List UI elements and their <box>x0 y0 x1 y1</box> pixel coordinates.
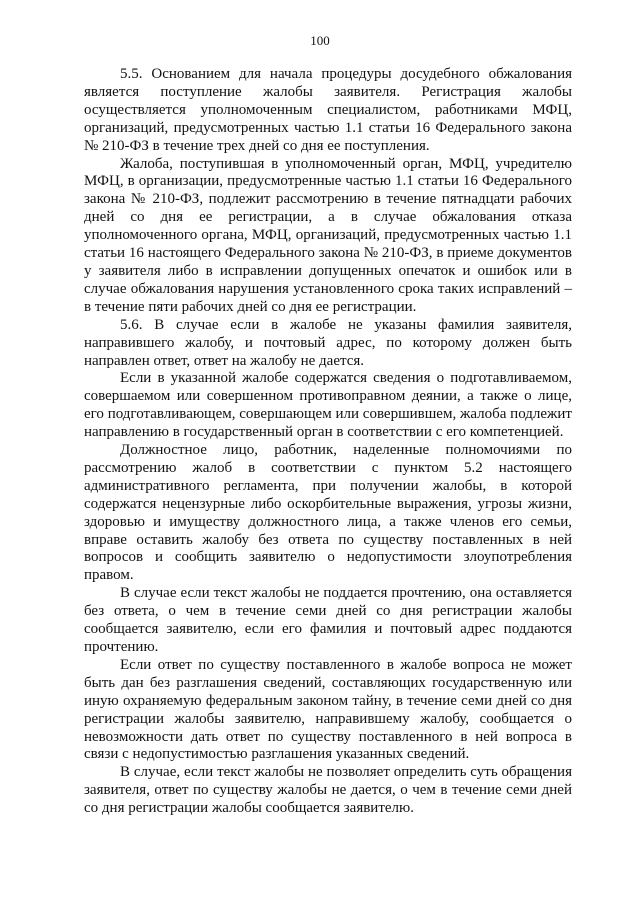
paragraph-unreadable-text: В случае если текст жалобы не поддается прочтению, она оставляется без ответа, о чем в течение семи дней со дня регистрации жалобы сообщается заявителю, если его фамилия и почтовый адрес поддаются прочтению. <box>84 585 572 655</box>
paragraph-5-5: 5.5. Основанием для начала процедуры досудебного обжалования является поступление жалобы заявителя. Регистрация жалобы осуществляется уполномоченным специалистом, работниками МФЦ, организаций, предусмотренных частью 1.1 статьи 16 Федерального закона № 210-ФЗ в течение трех дней со дня ее поступления. <box>84 66 572 154</box>
paragraph-offensive-language: Должностное лицо, работник, наделенные полномочиями по рассмотрению жалоб в соответствии с пунктом 5.2 настоящего административного регламента, при получении жалобы, в которой содержатся нецензурные либо оскорбительные выражения, угрозы жизни, здоровью и имуществу должностного лица, а также членов его семьи, вправе оставить жалобу без ответа по существу поставленных в ней вопросов и сообщить заявителю о недопустимости злоупотребления правом. <box>84 442 572 584</box>
document-body <box>84 66 572 818</box>
paragraph-unlawful-act: Если в указанной жалобе содержатся сведения о подготавливаемом, совершаемом или совершенном противоправном деянии, а также о лице, его подготавливающем, совершающем или совершившем, жалоба подлежит направлению в государственный орган в соответствии с его компетенцией. <box>84 370 572 441</box>
page-number: 100 <box>310 33 330 48</box>
paragraph-state-secret: Если ответ по существу поставленного в жалобе вопроса не может быть дан без разглашения сведений, составляющих государственную или иную охраняемую федеральным законом тайну, в течение семи дней со дня регистрации жалобы заявителю, направившему жалобу, сообщается о невозможности дать ответ по существу поставленного в ней вопроса в связи с недопустимостью разглашения указанных сведений. <box>84 656 572 763</box>
paragraph-5-6: 5.6. В случае если в жалобе не указаны фамилия заявителя, направившего жалобу, и почтовый адрес, по которому должен быть направлен ответ, ответ на жалобу не дается. <box>84 316 572 369</box>
paragraph-undefined-essence: В случае, если текст жалобы не позволяет определить суть обращения заявителя, ответ по существу жалобы не дается, о чем в течение семи дней со дня регистрации жалобы сообщается заявителю. <box>84 764 572 817</box>
paragraph-complaint-review-term: Жалоба, поступившая в уполномоченный орган, МФЦ, учредителю МФЦ, в организации, предусмотренные частью 1.1 статьи 16 Федерального закона № 210-ФЗ, подлежит рассмотрению в течение пятнадцати рабочих дней со дня ее регистрации, а в случае обжалования отказа уполномоченного органа, МФЦ, организаций, предусмотренных частью 1.1 статьи 16 настоящего Федерального закона № 210-ФЗ, в приеме документов у заявителя либо в исправлении допущенных опечаток и ошибок или в случае обжалования нарушения установленного срока таких исправлений – в течение пяти рабочих дней со дня ее регистрации. <box>84 155 572 315</box>
